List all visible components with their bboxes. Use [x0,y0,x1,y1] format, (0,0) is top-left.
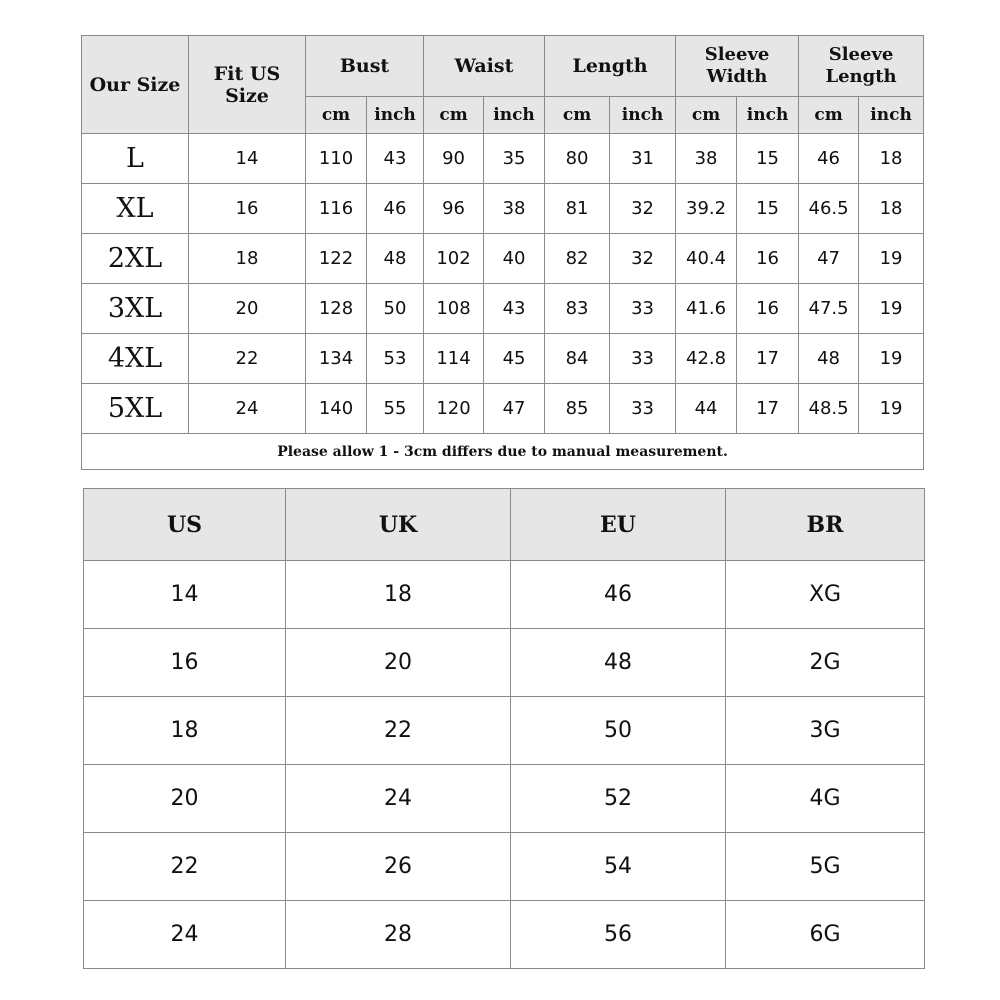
eu-size-cell: 48 [511,629,726,697]
measurement-cell: 15 [737,184,799,234]
measurement-cell: 45 [484,334,545,384]
measurement-cell: 46.5 [799,184,859,234]
note-row [82,434,924,470]
br-size-cell: 4G [726,765,925,833]
measurement-cell: 41.6 [676,284,737,334]
measurement-cell: 16 [737,234,799,284]
unit-cell: inch [610,97,676,134]
header-fit-us-size: Fit US Size [189,36,306,134]
measurement-cell: 102 [424,234,484,284]
measurement-cell: 47 [484,384,545,434]
measurement-note: Please allow 1 - 3cm differs due to manual measurement. [82,434,924,470]
measurement-cell: 120 [424,384,484,434]
measurement-cell: 18 [859,184,924,234]
measurement-cell: 33 [610,284,676,334]
measurement-cell: 33 [610,384,676,434]
measurement-cell: 32 [610,184,676,234]
conversion-header-row [84,489,925,561]
uk-size-cell: 24 [286,765,511,833]
header-row [82,36,924,97]
unit-cell: inch [484,97,545,134]
fit-us-size-cell: 24 [189,384,306,434]
uk-size-cell: 20 [286,629,511,697]
table-row [82,284,924,334]
measurement-cell: 85 [545,384,610,434]
header-us: US [84,489,286,561]
measurement-cell: 116 [306,184,367,234]
our-size-cell: 4XL [82,334,189,384]
unit-cell: cm [306,97,367,134]
header-sleeve-width-line2: Width [706,66,768,87]
measurement-cell: 19 [859,334,924,384]
measurement-cell: 108 [424,284,484,334]
eu-size-cell: 56 [511,901,726,969]
header-uk: UK [286,489,511,561]
measurement-cell: 140 [306,384,367,434]
br-size-cell: 6G [726,901,925,969]
measurement-cell: 53 [367,334,424,384]
measurement-cell: 19 [859,384,924,434]
header-eu: EU [511,489,726,561]
header-sleeve-length [799,36,924,97]
fit-us-size-cell: 22 [189,334,306,384]
unit-cell: cm [545,97,610,134]
fit-us-size-cell: 18 [189,234,306,284]
header-bust: Bust [306,36,424,97]
measurement-cell: 43 [484,284,545,334]
measurement-cell: 32 [610,234,676,284]
unit-cell: inch [737,97,799,134]
us-size-cell: 18 [84,697,286,765]
measurement-cell: 19 [859,284,924,334]
conversion-table-body [84,561,925,969]
br-size-cell: XG [726,561,925,629]
measurement-cell: 128 [306,284,367,334]
header-sleeve-width-line1: Sleeve [704,44,770,65]
table-row [82,134,924,184]
our-size-cell: 5XL [82,384,189,434]
eu-size-cell: 54 [511,833,726,901]
table-row [84,561,925,629]
measurement-cell: 110 [306,134,367,184]
unit-cell: cm [424,97,484,134]
measurement-cell: 43 [367,134,424,184]
measurement-cell: 46 [367,184,424,234]
table-row [82,384,924,434]
measurement-cell: 46 [799,134,859,184]
measurement-cell: 50 [367,284,424,334]
uk-size-cell: 18 [286,561,511,629]
us-size-cell: 16 [84,629,286,697]
measurement-cell: 81 [545,184,610,234]
measurement-cell: 39.2 [676,184,737,234]
unit-cell: cm [676,97,737,134]
our-size-cell: 3XL [82,284,189,334]
measurement-cell: 38 [484,184,545,234]
eu-size-cell: 46 [511,561,726,629]
fit-us-size-cell: 14 [189,134,306,184]
br-size-cell: 5G [726,833,925,901]
size-table-body [82,134,924,434]
table-row [82,334,924,384]
unit-cell: inch [367,97,424,134]
table-row [84,833,925,901]
eu-size-cell: 52 [511,765,726,833]
us-size-cell: 22 [84,833,286,901]
eu-size-cell: 50 [511,697,726,765]
measurement-cell: 15 [737,134,799,184]
size-chart-table [81,35,924,470]
measurement-cell: 48 [367,234,424,284]
uk-size-cell: 22 [286,697,511,765]
table-row [84,629,925,697]
measurement-cell: 114 [424,334,484,384]
our-size-cell: XL [82,184,189,234]
unit-cell: cm [799,97,859,134]
measurement-cell: 17 [737,334,799,384]
fit-us-size-cell: 16 [189,184,306,234]
measurement-cell: 19 [859,234,924,284]
measurement-cell: 17 [737,384,799,434]
header-sleeve-length-line1: Sleeve [828,44,894,65]
measurement-cell: 33 [610,334,676,384]
measurement-cell: 48.5 [799,384,859,434]
measurement-cell: 38 [676,134,737,184]
measurement-cell: 80 [545,134,610,184]
br-size-cell: 2G [726,629,925,697]
header-sleeve-length-line2: Length [825,66,897,87]
header-length: Length [545,36,676,97]
measurement-cell: 122 [306,234,367,284]
measurement-cell: 47.5 [799,284,859,334]
measurement-cell: 82 [545,234,610,284]
table-row [82,184,924,234]
measurement-cell: 40.4 [676,234,737,284]
header-waist: Waist [424,36,545,97]
header-sleeve-width [676,36,799,97]
header-br: BR [726,489,925,561]
measurement-cell: 42.8 [676,334,737,384]
br-size-cell: 3G [726,697,925,765]
our-size-cell: 2XL [82,234,189,284]
measurement-cell: 96 [424,184,484,234]
measurement-cell: 55 [367,384,424,434]
table-row [84,901,925,969]
table-row [84,697,925,765]
uk-size-cell: 28 [286,901,511,969]
measurement-cell: 44 [676,384,737,434]
size-conversion-table [83,488,925,969]
header-our-size: Our Size [82,36,189,134]
us-size-cell: 14 [84,561,286,629]
measurement-cell: 48 [799,334,859,384]
measurement-cell: 47 [799,234,859,284]
measurement-cell: 40 [484,234,545,284]
fit-us-size-cell: 20 [189,284,306,334]
measurement-cell: 134 [306,334,367,384]
measurement-cell: 16 [737,284,799,334]
us-size-cell: 20 [84,765,286,833]
measurement-cell: 84 [545,334,610,384]
measurement-cell: 31 [610,134,676,184]
measurement-cell: 18 [859,134,924,184]
uk-size-cell: 26 [286,833,511,901]
measurement-cell: 90 [424,134,484,184]
our-size-cell: L [82,134,189,184]
us-size-cell: 24 [84,901,286,969]
measurement-cell: 35 [484,134,545,184]
unit-cell: inch [859,97,924,134]
measurement-cell: 83 [545,284,610,334]
table-row [82,234,924,284]
table-row [84,765,925,833]
